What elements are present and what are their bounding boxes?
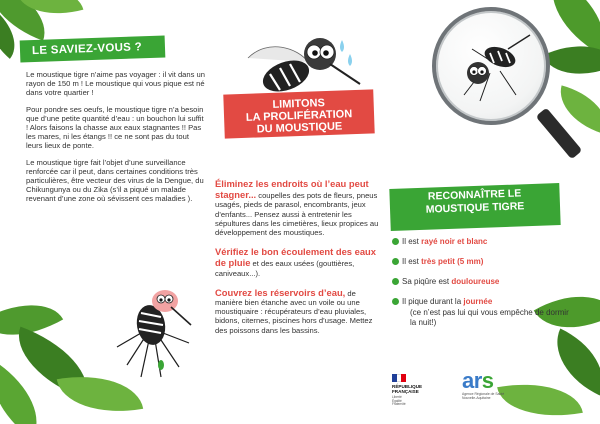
rf-name-line: FRANÇAISE: [392, 389, 419, 394]
item-note: (ce n’est pas lui qui vous empêche de dormir la nuit!): [410, 308, 569, 327]
advice-block: [215, 178, 383, 237]
advice-heading: Vérifiez le bon écoulement des eaux de pluie: [215, 246, 376, 269]
item-pre: Il est: [402, 237, 422, 246]
advice-heading: Couvrez les réservoirs d’eau,: [215, 286, 346, 298]
paragraph: Le moustique tigre n’aime pas voyager : il vit dans un rayon de 150 m ! Le moustique qui vous pique est né dans votre quartier !: [26, 70, 205, 98]
ars-line: Agence Régionale de Santé: [462, 392, 505, 396]
item-pre: Il est: [402, 257, 422, 266]
leaf-icon: [542, 329, 600, 396]
recognition-item: [392, 237, 574, 247]
recognition-list: [392, 237, 574, 338]
bullet-icon: [392, 258, 399, 265]
recognition-item: [392, 257, 574, 267]
rf-name-line: RÉPUBLIQUE: [392, 384, 423, 389]
bullet-icon: [392, 278, 399, 285]
ars-line: Nouvelle-Aquitaine: [462, 396, 491, 400]
item-emphasis: très petit (5 mm): [421, 257, 484, 266]
item-pre: Sa piqûre est: [402, 277, 452, 286]
rf-motto: [392, 396, 422, 407]
motto-line: Liberté: [392, 395, 402, 399]
advice-text: et des eaux usées (gouttières, caniveaux...).: [215, 259, 355, 278]
bullet-icon: [392, 238, 399, 245]
magnifying-glass-icon: [432, 7, 550, 125]
advice-list: [215, 178, 383, 344]
item-emphasis: douloureuse: [451, 277, 500, 286]
mosquito-cartoon-icon: [450, 29, 536, 105]
ars-letters: ar: [462, 368, 482, 393]
title-line: RECONNAÎTRE LE: [427, 187, 522, 203]
ars-letter-s: s: [481, 368, 494, 393]
advice-text: coupelles des pots de fleurs, pneus usagés, pieds de parasol, encombrants, jeux d’enfants... Pensez aussi à entretenir les sépultures dans les cimetières, lieux propices au développement des moustiques.: [215, 191, 379, 238]
paragraph: Pour pondre ses oeufs, le moustique tigre n’a besoin que d’une petite quantité d’eau : un bouchon lui suffit ! Alors faisons la chasse aux eaux stagnantes !! Pas les mares, ni les étangs !! ce ne sont pas du tout leurs lieux de ponte.: [26, 104, 204, 151]
item-pre: Il pique durant la: [402, 297, 464, 306]
flag-icon: [392, 374, 406, 382]
motto-line: Égalité: [392, 398, 402, 403]
saviez-vous-text: [26, 70, 206, 211]
advice-block: [215, 287, 383, 335]
item-emphasis: journée: [463, 297, 493, 306]
republique-francaise-logo: [392, 374, 440, 410]
banner-line: LIMITONS: [272, 97, 326, 111]
saviez-vous-title: LE SAVIEZ-VOUS ?: [20, 35, 166, 62]
ars-wordmark: [462, 370, 532, 392]
reconnaitre-title: [389, 183, 560, 231]
motto-line: Fraternité: [392, 402, 406, 407]
paragraph: Le moustique tigre fait l’objet d’une surveillance renforcée car il peut, dans certaines conditions très particulières, être vecteur des virus de la Dengue, du Chikungunya ou du Zika (s’il a piqué un malade revenant d’une zone où sévissent ces maladies ).: [26, 157, 204, 204]
recognition-item: [392, 277, 574, 287]
title-line: MOUSTIQUE TIGRE: [425, 200, 525, 216]
item-emphasis: rayé noir et blanc: [421, 237, 488, 246]
bullet-icon: [392, 298, 399, 305]
banner-line: LA PROLIFÉRATION: [245, 108, 353, 124]
recognition-item: [392, 297, 574, 328]
ars-logo: [462, 370, 532, 410]
advice-block: [215, 246, 383, 278]
advice-text: de manière bien étanche avec un voile ou une moustiquaire : récupérateurs d’eau pluviales, bidons, citernes, piscines hors d’usage. Mettez des poissons dans les bassins.: [215, 288, 373, 335]
advice-heading: Éliminez les endroits où l’eau peut stagner...: [215, 178, 369, 201]
mosquito-cartoon-icon: [105, 285, 200, 385]
banner-line: DU MOUSTIQUE: [256, 120, 343, 136]
rf-name: [392, 384, 440, 394]
limitons-banner: [223, 89, 374, 138]
